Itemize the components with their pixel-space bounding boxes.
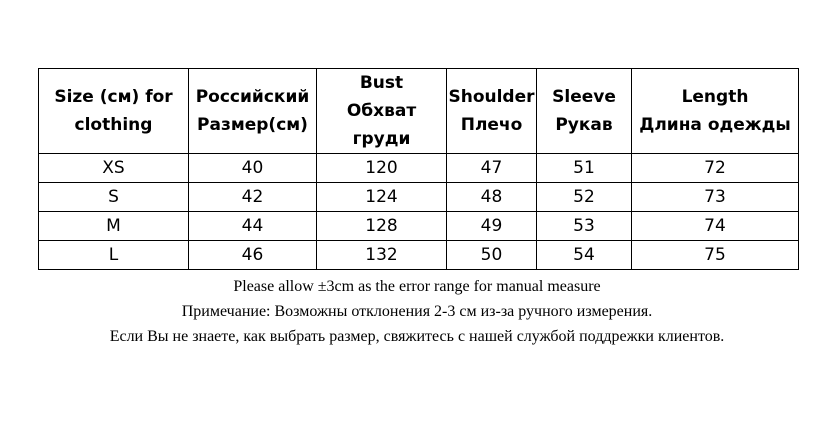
header-line: Рукав <box>555 115 613 135</box>
table-cell: 72 <box>632 154 799 183</box>
table-cell: L <box>39 241 189 270</box>
measurement-notes <box>0 274 834 349</box>
table-cell: 50 <box>447 241 537 270</box>
table-cell: 128 <box>317 212 447 241</box>
note-support-ru: Если Вы не знаете, как выбрать размер, свяжитесь с нашей службой поддрежки клиентов. <box>109 328 725 345</box>
note-deviation-ru: Примечание: Возможны отклонения 2-3 см из-за ручного измерения. <box>181 303 653 320</box>
header-line: Плечо <box>460 115 523 135</box>
header-line: Shoulder <box>448 87 535 107</box>
header-line: Sleeve <box>552 87 616 107</box>
table-cell: 53 <box>537 212 632 241</box>
header-bust <box>317 69 447 154</box>
table-cell: 46 <box>189 241 317 270</box>
header-length <box>632 69 799 154</box>
table-header-row <box>39 69 799 154</box>
header-size <box>39 69 189 154</box>
header-line: Российский <box>195 87 310 107</box>
table-cell: 75 <box>632 241 799 270</box>
table-cell: M <box>39 212 189 241</box>
header-line: Размер(см) <box>197 115 308 135</box>
table-cell: 51 <box>537 154 632 183</box>
header-line: Length <box>681 87 749 107</box>
table-cell: 44 <box>189 212 317 241</box>
header-line: clothing <box>74 115 153 135</box>
table-cell: 40 <box>189 154 317 183</box>
table-cell: XS <box>39 154 189 183</box>
table-cell: 52 <box>537 183 632 212</box>
table-cell: 124 <box>317 183 447 212</box>
table-row <box>39 212 799 241</box>
header-line: Обхват груди <box>346 101 417 149</box>
table-cell: 42 <box>189 183 317 212</box>
header-russian-size <box>189 69 317 154</box>
table-cell: 54 <box>537 241 632 270</box>
header-sleeve <box>537 69 632 154</box>
table-cell: S <box>39 183 189 212</box>
size-chart-table <box>38 68 799 270</box>
table-cell: 132 <box>317 241 447 270</box>
note-error-range: Please allow ±3cm as the error range for manual measure <box>233 278 601 295</box>
table-cell: 47 <box>447 154 537 183</box>
table-row <box>39 183 799 212</box>
header-line: Bust <box>359 73 404 93</box>
table-cell: 49 <box>447 212 537 241</box>
header-shoulder <box>447 69 537 154</box>
table-row <box>39 241 799 270</box>
table-cell: 73 <box>632 183 799 212</box>
table-cell: 48 <box>447 183 537 212</box>
table-row <box>39 154 799 183</box>
header-line: Size (см) for <box>54 87 173 107</box>
table-cell: 120 <box>317 154 447 183</box>
header-line: Длина одежды <box>639 115 791 135</box>
table-cell: 74 <box>632 212 799 241</box>
